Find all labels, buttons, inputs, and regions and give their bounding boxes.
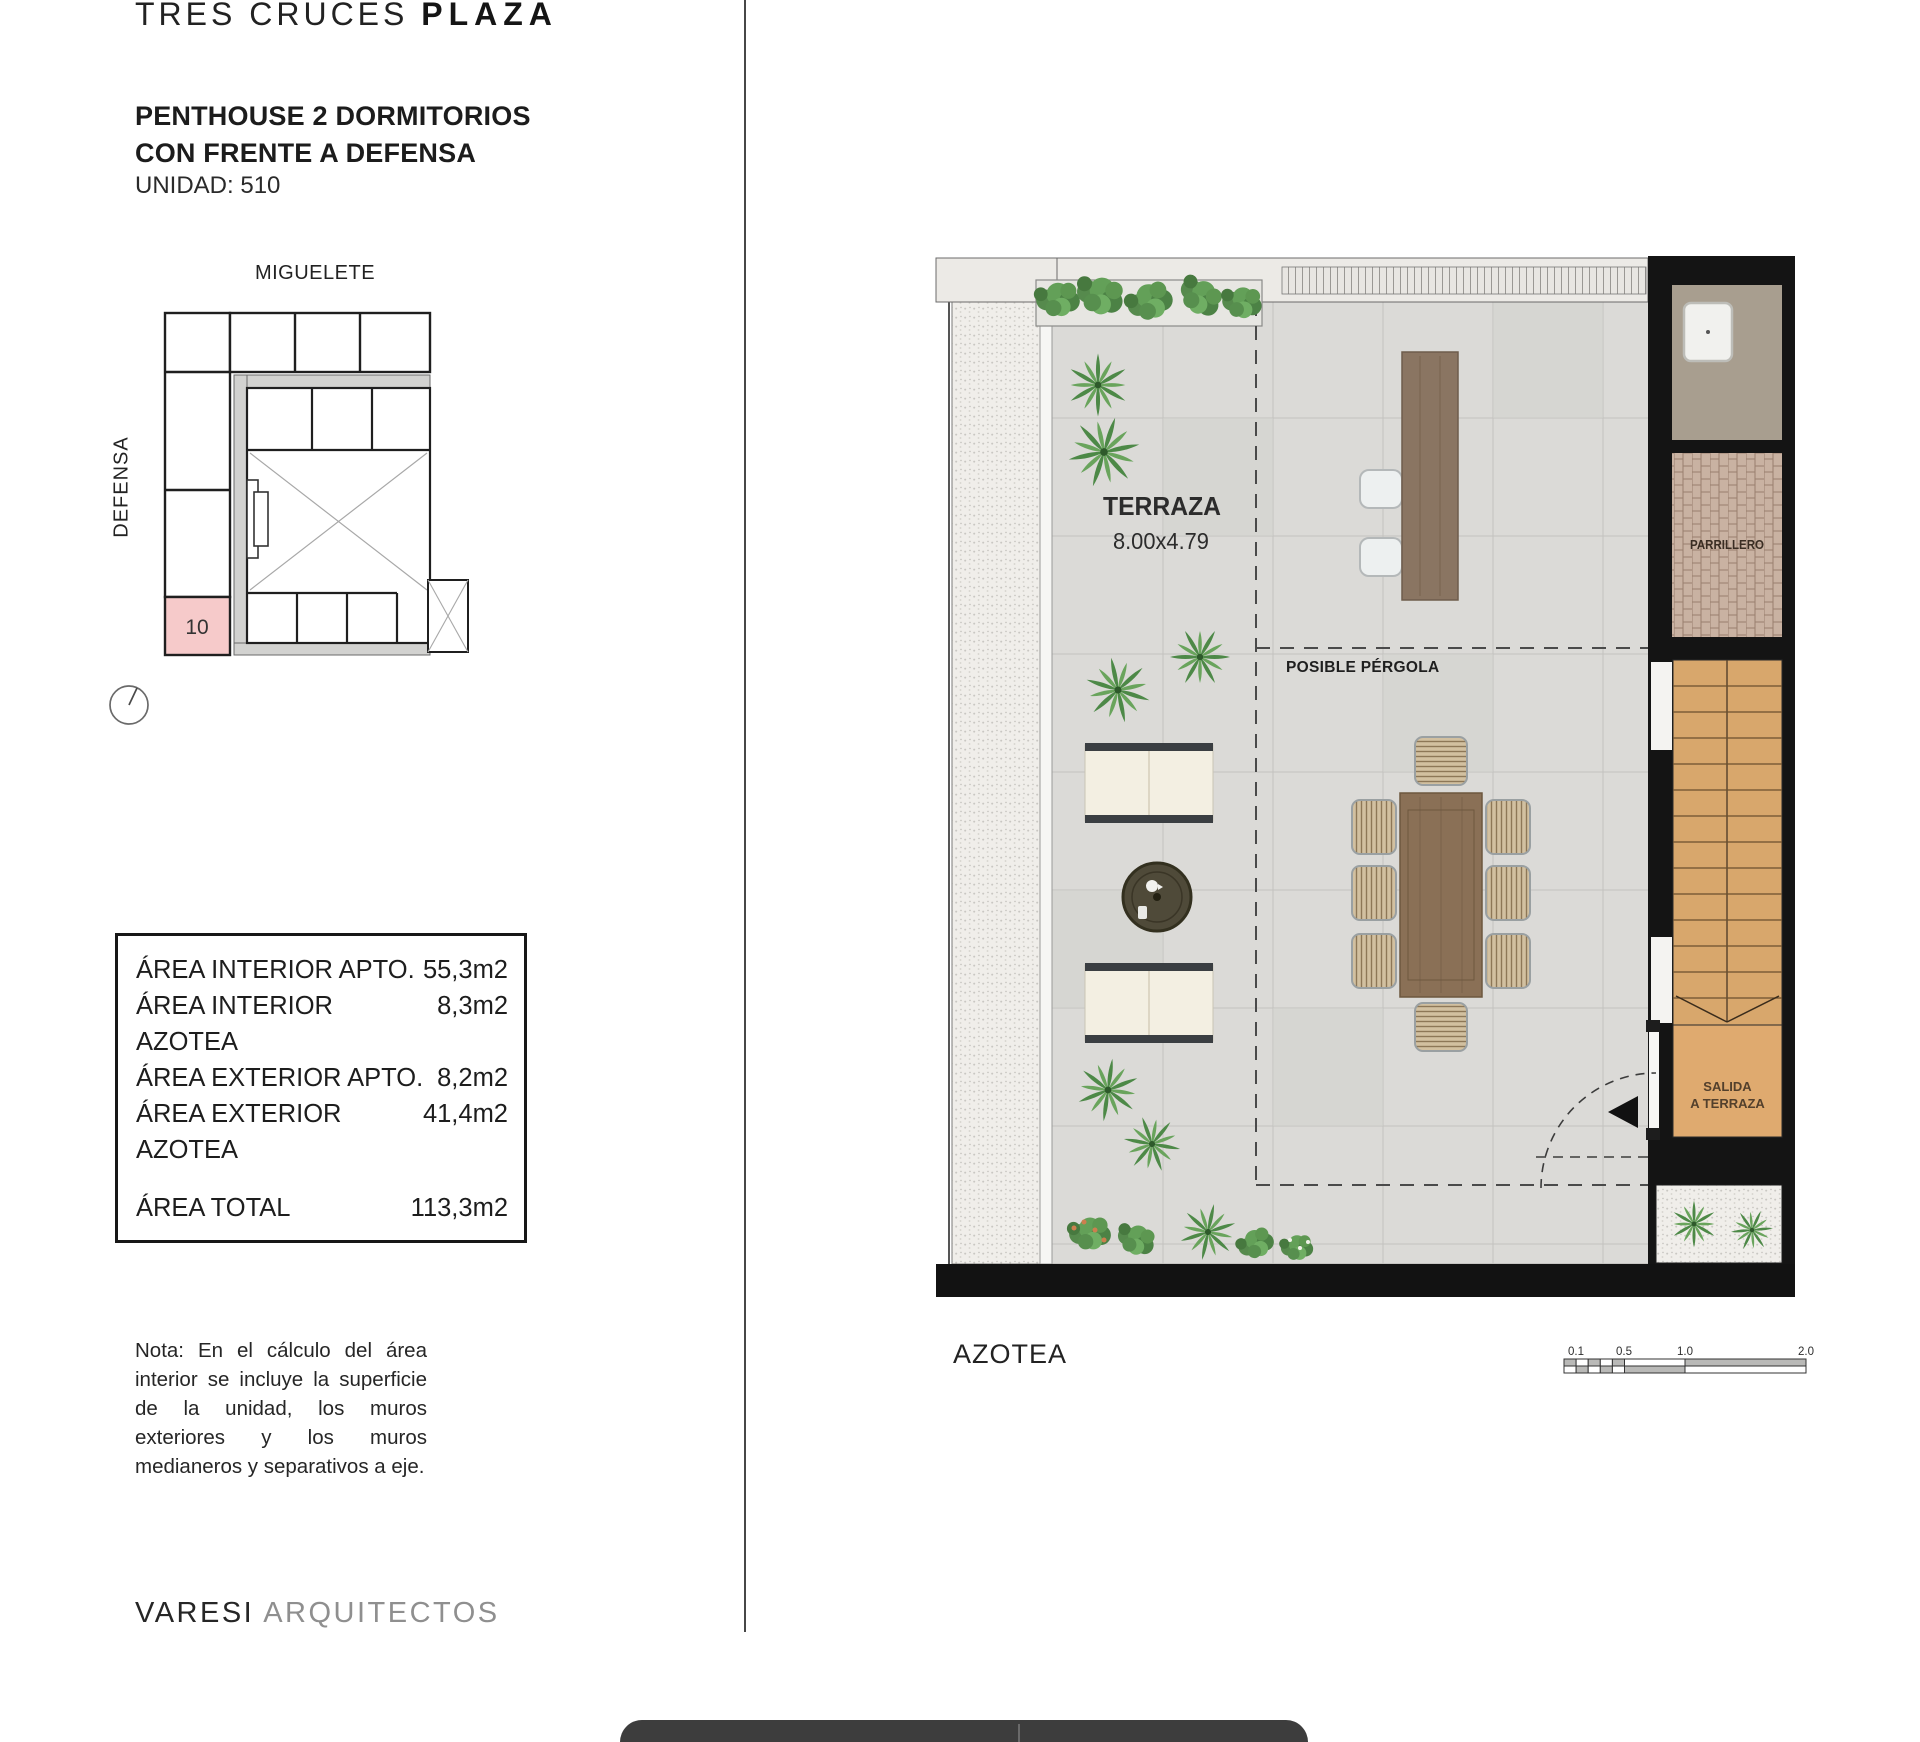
bar-table (1402, 352, 1458, 600)
scale-tick: 0.1 (1568, 1346, 1584, 1358)
area-total-row (136, 1190, 508, 1226)
architect-logo (135, 1597, 500, 1630)
scale-tick: 1.0 (1677, 1346, 1693, 1358)
area-total-label: ÁREA TOTAL (136, 1194, 291, 1222)
scale-bar (1558, 1338, 1818, 1380)
lounge-seat (1085, 963, 1213, 1043)
key-plan-diagram (160, 305, 472, 661)
bottom-wall (936, 1264, 1795, 1297)
project-title-regular: TRES CRUCES (135, 0, 409, 32)
unit-number-label: UNIDAD: 510 (135, 172, 281, 199)
area-row (136, 988, 508, 1060)
area-row-label: ÁREA EXTERIOR APTO. (136, 1064, 424, 1092)
area-note: Nota: En el cálculo del área interior se incluye la superficie de la unidad, los muros exteriores y los muros medianeros y separativos a eje. (135, 1339, 427, 1478)
stairs (1673, 660, 1782, 1025)
area-row-value: 55,3m2 (422, 956, 508, 984)
gravel-strip (952, 302, 1040, 1264)
scale-tick: 0.5 (1616, 1346, 1632, 1358)
floor-plan-drawing (930, 252, 1810, 1302)
unit-title-line1: PENTHOUSE 2 DORMITORIOS (135, 101, 531, 131)
area-row-label: ÁREA EXTERIOR AZOTEA (136, 1100, 342, 1164)
area-row (136, 1060, 508, 1096)
floor-name-label: AZOTEA (953, 1339, 1068, 1369)
area-row-label: ÁREA INTERIOR AZOTEA (136, 992, 333, 1056)
street-label-defensa: DEFENSA (110, 436, 133, 538)
glass-wall (1040, 302, 1052, 1264)
area-table (115, 933, 527, 1243)
north-compass-icon (103, 678, 155, 730)
key-plan-unit-number: 10 (185, 616, 209, 639)
area-row-value: 8,3m2 (437, 992, 508, 1020)
area-total-value: 113,3m2 (410, 1194, 508, 1222)
area-row (136, 952, 508, 988)
unit-title-line2: CON FRENTE A DEFENSA (135, 138, 477, 168)
round-coffee-table (1123, 863, 1191, 931)
project-title-bold: PLAZA (421, 0, 558, 32)
scale-tick: 2.0 (1798, 1346, 1814, 1358)
service-core (1646, 256, 1795, 1296)
unit-title (135, 98, 531, 172)
project-title (135, 0, 558, 33)
parrillero-label: PARRILLERO (1690, 538, 1764, 552)
pergola-label: POSIBLE PÉRGOLA (1286, 659, 1440, 676)
area-row-value: 41,4m2 (422, 1100, 508, 1128)
salida-label: SALIDA A TERRAZA (1690, 1079, 1765, 1111)
bottom-toolbar-right-button[interactable] (1020, 1720, 1308, 1742)
terraza-dimensions: 8.00x4.79 (1112, 528, 1209, 554)
architect-logo-name: VARESI (135, 1597, 255, 1629)
street-label-miguelete: MIGUELETE (254, 262, 376, 284)
lounge-seat (1085, 743, 1213, 823)
area-row (136, 1096, 508, 1168)
terraza-label: TERRAZA (1103, 491, 1222, 521)
area-row-value: 8,2m2 (437, 1064, 508, 1092)
parapet-coping-hatch (1282, 267, 1646, 294)
architect-logo-suffix: ARQUITECTOS (263, 1597, 500, 1629)
bottom-toolbar (620, 1720, 1308, 1742)
panel-divider (744, 0, 746, 1632)
area-row-label: ÁREA INTERIOR APTO. (136, 956, 415, 984)
bottom-toolbar-left-button[interactable] (620, 1720, 1018, 1742)
